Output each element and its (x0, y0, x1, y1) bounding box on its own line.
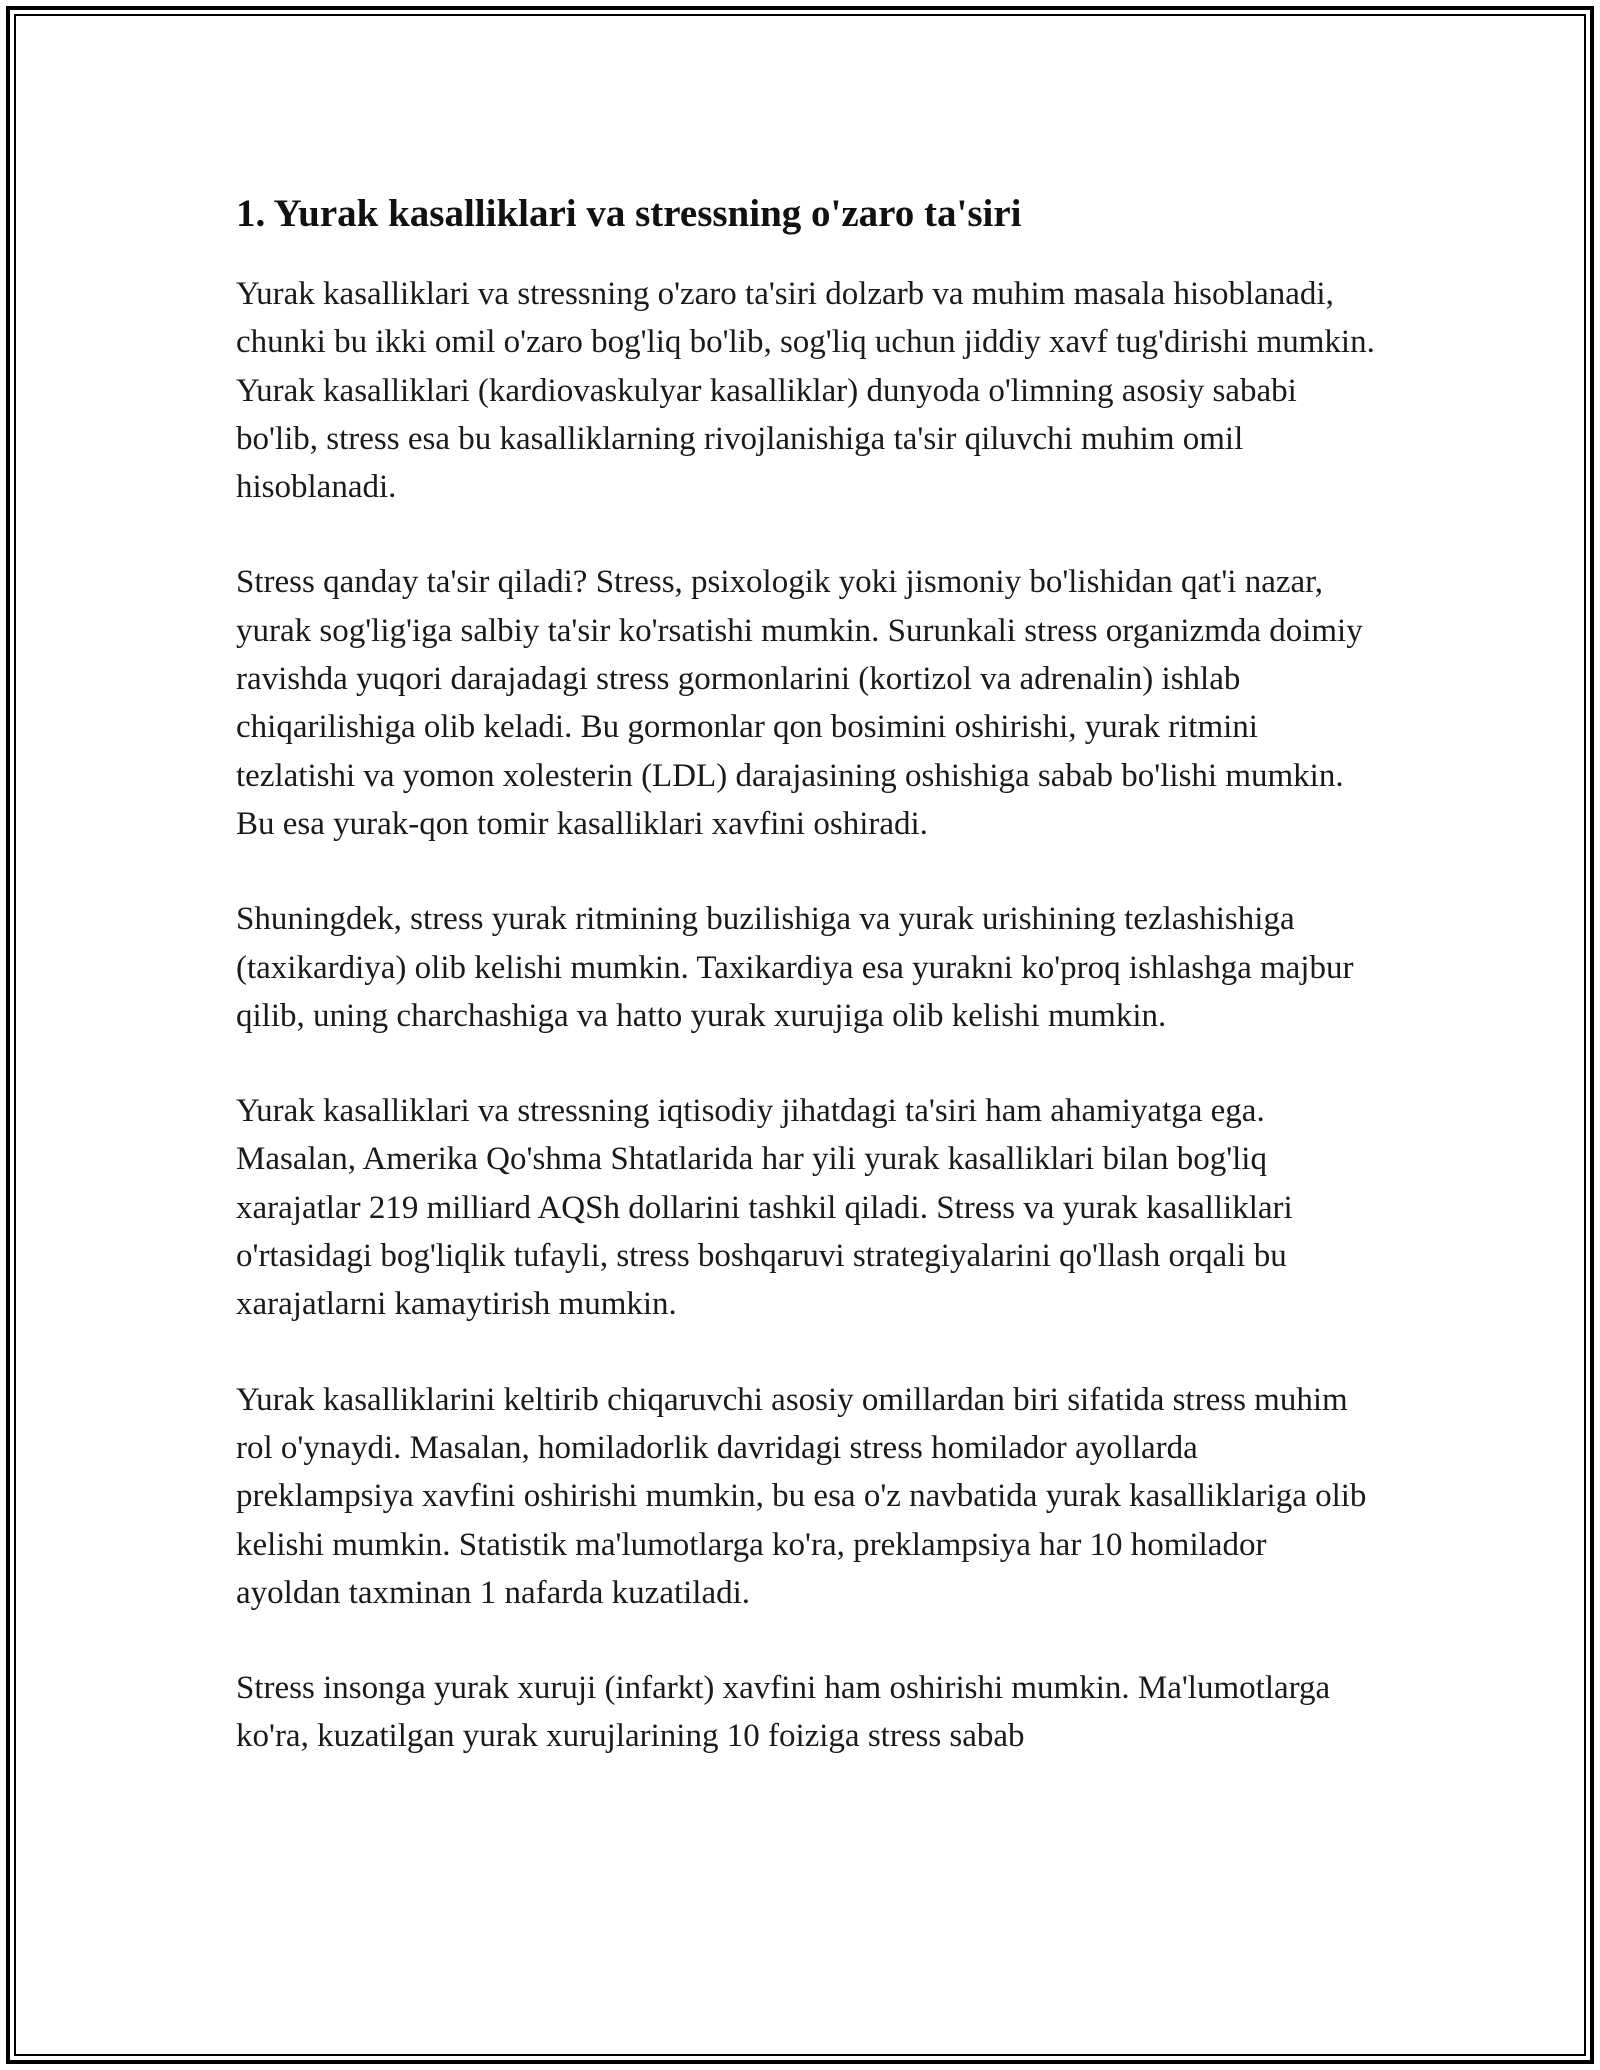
paragraph-intro: Yurak kasalliklari va stressning o'zaro ta'siri dolzarb va muhim masala hisoblanadi, chunki bu ikki omil o'zaro bog'liq bo'lib, sog'liq uchun jiddiy xavf tug'dirishi mumkin. Yurak kasalliklari (kardiovaskulyar kasalliklar) dunyoda o'limning asosiy sababi bo'lib, stress esa bu kasalliklarning rivojlanishiga ta'sir qiluvchi muhim omil hisoblanadi. (236, 276, 1375, 506)
paragraph-stress-effect: Stress qanday ta'sir qiladi? Stress, psixologik yoki jismoniy bo'lishidan qat'i nazar, yurak sog'lig'iga salbiy ta'sir ko'rsatishi mumkin. Surunkali stress organizmda doimiy ravishda yuqori darajadagi stress gormonlarini (kortizol va adrenalin) ishlab chiqarilishiga olib keladi. Bu gormonlar qon bosimini oshirishi, yurak ritmini tezlatishi va yomon xolesterin (LDL) darajasining oshishiga sabab bo'lishi mumkin. Bu esa yurak-qon tomir kasalliklari xavfini oshiradi. (236, 564, 1363, 842)
paragraph-economic-impact: Yurak kasalliklari va stressning iqtisodiy jihatdagi ta'siri ham ahamiyatga ega. Masalan, Amerika Qo'shma Shtatlarida har yili yurak kasalliklari bilan bog'liq xarajatlar 219 milliard AQSh dollarini tashkil qiladi. Stress va yurak kasalliklari o'rtasidagi bog'liqlik tufayli, stress boshqaruvi strategiyalarini qo'llash orqali bu xarajatlarni kamaytirish mumkin. (236, 1093, 1293, 1323)
paragraph-tachycardia: Shuningdek, stress yurak ritmining buzilishiga va yurak urishining tezlashishiga (taxikardiya) olib kelishi mumkin. Taxikardiya esa yurakni ko'proq ishlashga majbur qilib, uning charchashiga va hatto yurak xurujiga olib kelishi mumkin. (236, 901, 1354, 1034)
section-heading: 1. Yurak kasalliklari va stressning o'zaro ta'siri (236, 192, 1022, 235)
paragraph-heart-attack: Stress insonga yurak xuruji (infarkt) xavfini ham oshirishi mumkin. Ma'lumotlarga ko'ra, kuzatilgan yurak xurujlarining 10 foiziga stress sabab (236, 1670, 1331, 1755)
paragraph-preeclampsia: Yurak kasalliklarini keltirib chiqaruvchi asosiy omillardan biri sifatida stress muhim rol o'ynaydi. Masalan, homiladorlik davridagi stress homilador ayollarda preklampsiya xavfini oshirishi mumkin, bu esa o'z navbatida yurak kasalliklariga olib kelishi mumkin. Statistik ma'lumotlarga ko'ra, preklampsiya har 10 homilador ayoldan taxminan 1 nafarda kuzatiladi. (236, 1381, 1367, 1611)
document-body (236, 186, 1376, 1808)
